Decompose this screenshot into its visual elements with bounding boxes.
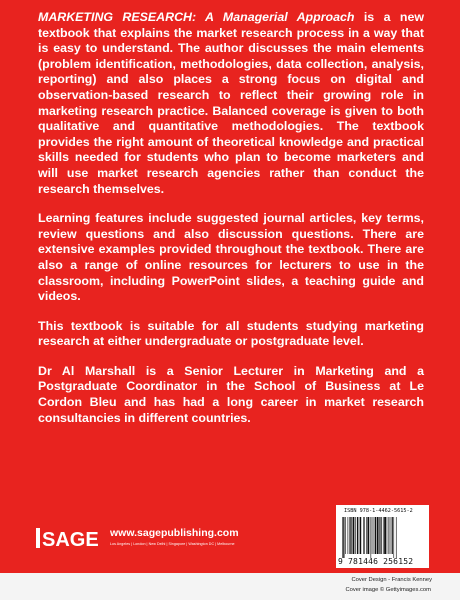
barcode-bar [363,517,364,554]
cover-credits [345,576,432,595]
barcode-bar [351,517,352,554]
barcode-bar [367,517,369,554]
barcode-bar [379,517,380,554]
barcode-bar [355,517,356,554]
description-text: is a new textbook that explains the market research process in a way that is easy to understand. The author discusses the main elements (problem identification, methodologies, data collection, analysis, reporting) and also places a strong focus on digital and observation-based research to reflect their growing role in marketing research practice. Balanced coverage is given to both qualitative and quantitative methodologies. The textbook provides the right amount of theoretical knowledge and practical skills needed for students who plan to become marketers and will use market research agencies rather than conduct the research themselves. [38,10,424,196]
barcode-bar [396,517,397,558]
barcode-bar [342,517,343,558]
audience-paragraph: This textbook is suitable for all students studying marketing research at either undergraduate or postgraduate level. [38,318,424,349]
publisher-block [36,524,256,560]
barcode-bars [340,517,425,558]
book-title: MARKETING RESEARCH: A Managerial Approach [38,10,355,24]
cover-design-credit: Cover Design - Francis Kenney [351,577,432,583]
author-name: Dr Al Marshall [38,363,136,378]
sage-logo [36,524,106,552]
barcode-bar [387,517,388,554]
barcode-bar [349,517,350,554]
barcode-bar [383,517,384,554]
publisher-url[interactable]: www.sagepublishing.com [110,527,239,539]
barcode-bar [359,517,360,554]
barcode-bar [343,517,344,558]
barcode-bar [380,517,381,554]
features-paragraph: Learning features include suggested journal articles, key terms, review questions and also discussion questions. There are extensive examples provided throughout the textbook. There are also a range of online resources for lecturers to use in the classroom, including PowerPoint slides, a teaching guide and videos. [38,211,424,304]
barcode-label [336,505,429,568]
barcode-bar [353,517,355,554]
barcode-bar [393,517,394,558]
description-paragraph [38,10,424,197]
publisher-cities: Los Angeles | London | New Delhi | Singapore | Washington DC | Melbourne [110,542,235,546]
cover-text [38,10,424,440]
barcode-bar [357,517,358,554]
barcode-bar [366,517,367,554]
isbn-text: ISBN 978-1-4462-5615-2 [344,508,413,514]
barcode-bar [345,517,346,554]
author-paragraph [38,364,424,426]
sage-logo-text: SAGE [42,529,99,551]
barcode-bar [384,517,386,554]
barcode-digits: 9 781446 256152 [338,557,414,566]
barcode-bar [372,517,373,554]
barcode-bar [375,517,376,554]
author-bio: is a Senior Lecturer in Marketing and a Postgraduate Coordinator in the School of Business at Le Cordon Bleu and has had a long career in market research consultancies in different countries. [38,363,425,425]
barcode-bar [371,517,372,558]
barcode-bar [390,517,391,554]
barcode-bar [364,517,365,554]
barcode-bar [348,517,349,554]
barcode-bar [389,517,390,554]
barcode-bar [392,517,393,554]
cover-image-credit: Cover image © Gettyimages.com [345,586,431,593]
barcode-bar [374,517,375,554]
barcode-bar [360,517,361,554]
barcode-bar [377,517,379,554]
